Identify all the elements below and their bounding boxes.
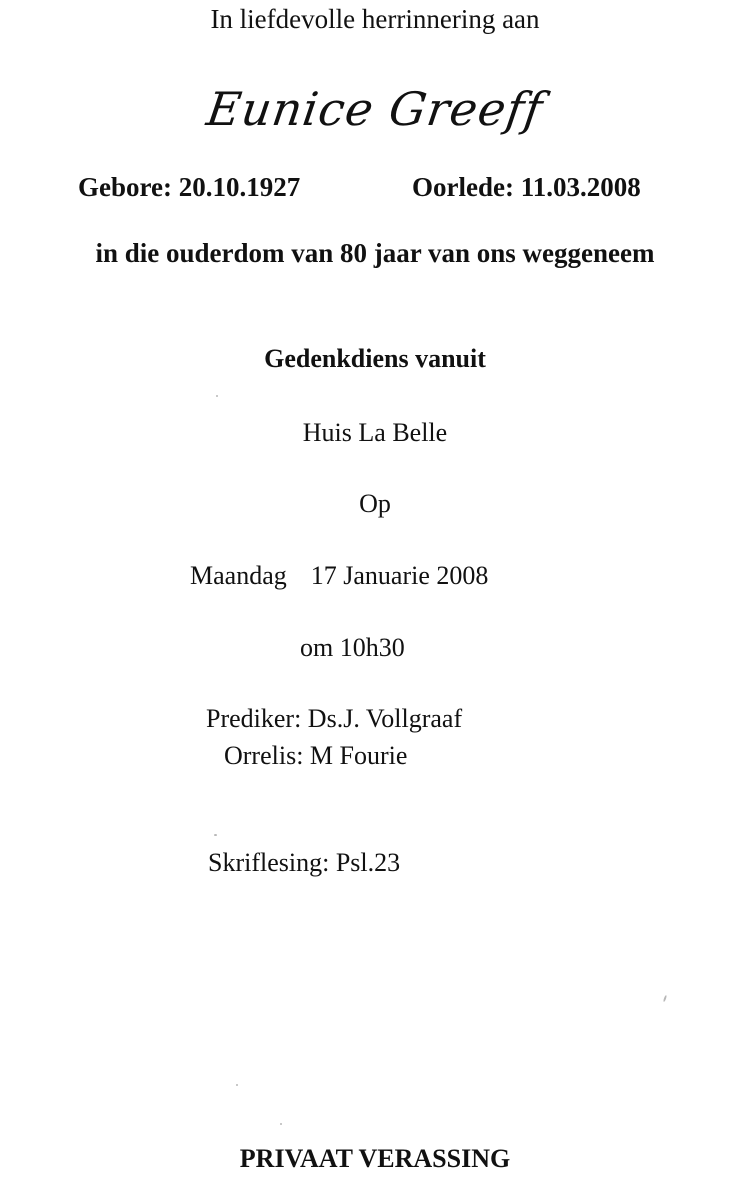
scan-speck bbox=[236, 1084, 238, 1086]
death-date: Oorlede: 11.03.2008 bbox=[412, 172, 641, 202]
service-day: Maandag bbox=[190, 561, 287, 590]
scan-speck bbox=[214, 834, 217, 836]
organist-line: Orrelis: M Fourie bbox=[224, 741, 408, 770]
intro-text: In liefdevolle herrinnering aan bbox=[210, 4, 540, 34]
service-venue: Huis La Belle bbox=[302, 418, 448, 447]
scan-speck bbox=[663, 995, 667, 1002]
on-word: Op bbox=[359, 489, 391, 518]
birth-date: Gebore: 20.10.1927 bbox=[78, 172, 301, 202]
service-title: Gedenkdiens vanuit bbox=[264, 344, 486, 373]
age-line: in die ouderdom van 80 jaar van ons weggeneem bbox=[95, 238, 655, 268]
scan-speck bbox=[216, 395, 218, 397]
scripture-reading-line: Skriflesing: Psl.23 bbox=[208, 848, 401, 877]
service-date-line bbox=[190, 563, 488, 589]
service-time: om 10h30 bbox=[300, 633, 405, 662]
minister-line: Prediker: Ds.J. Vollgraaf bbox=[206, 704, 463, 733]
closing-line: PRIVAAT VERASSING bbox=[239, 1144, 511, 1173]
deceased-name: Eunice Greeff bbox=[203, 82, 547, 136]
service-date: 17 Januarie 2008 bbox=[310, 561, 489, 590]
scan-speck bbox=[280, 1123, 282, 1125]
